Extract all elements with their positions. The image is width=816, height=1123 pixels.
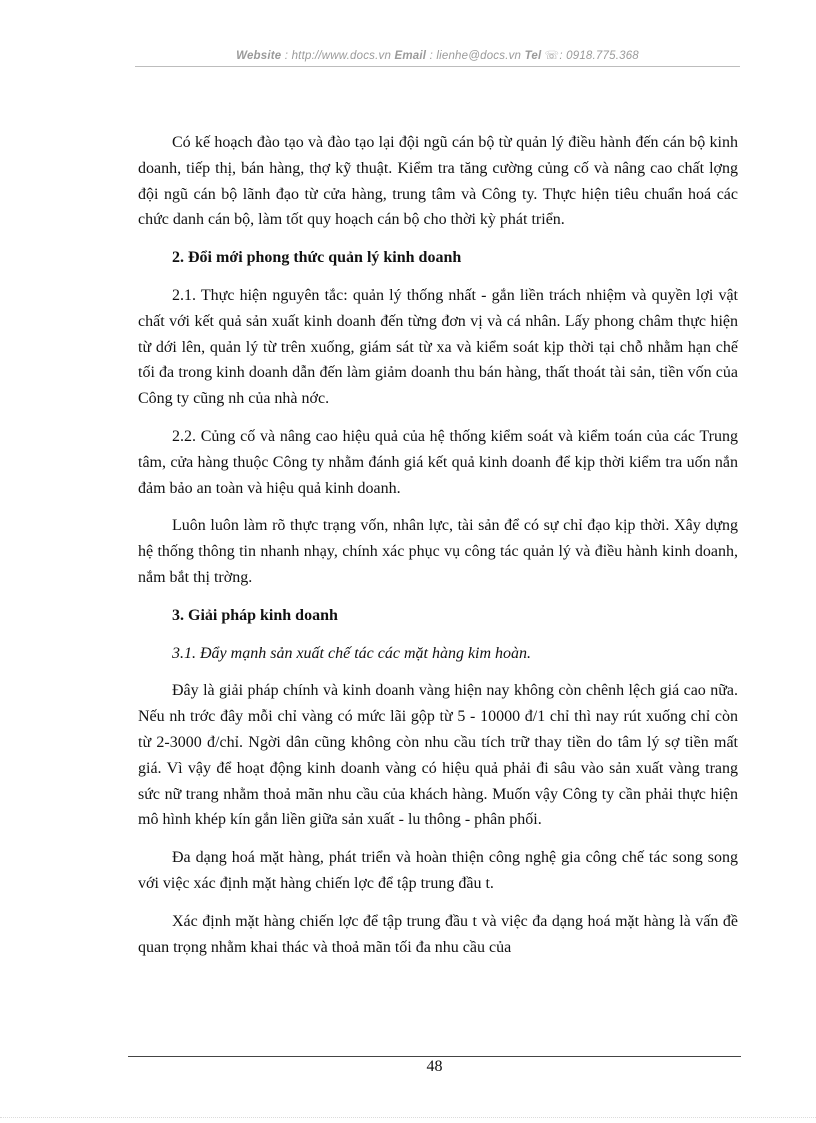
heading-section-3: 3. Giải pháp kinh doanh	[172, 606, 338, 624]
phone-icon: ☏	[544, 50, 560, 62]
page-bottom-border	[0, 1117, 816, 1118]
paragraph-diversify: Đa dạng hoá mặt hàng, phát triển và hoàn thiện công nghệ gia công chế tác song song với việc xác định mặt hàng chiến lợc để tập trung đầu t.	[138, 849, 738, 892]
document-body	[138, 130, 738, 972]
tel-value: : 0918.775.368	[559, 50, 639, 62]
paragraph-2-2: 2.2. Củng cố và nâng cao hiệu quả của hệ thống kiểm soát và kiểm toán của các Trung tâm, cửa hàng thuộc Công ty nhằm đánh giá kết quả kinh doanh để kịp thời kiểm tra uốn nắn đảm bảo an toàn và hiệu quả kinh doanh.	[138, 427, 738, 497]
paragraph-gold-solution: Đây là giải pháp chính và kinh doanh vàng hiện nay không còn chênh lệch giá cao nữa. Nếu nh trớc đây mỗi chỉ vàng có mức lãi gộp từ 5 - 10000 đ/1 chỉ thì nay rút xuống chỉ còn từ 2-3000 đ/chỉ. Ngời dân cũng không còn nhu cầu tích trữ thay tiền do tâm lý sợ tiền mất giá. Vì vậy để hoạt động kinh doanh vàng có hiệu quả phải đi sâu vào sản xuất vàng trang sức nữ trang nhằm thoả mãn nhu cầu của khách hàng. Muốn vậy Công ty cần phải thực hiện mô hình khép kín gắn liền giữa sản xuất - lu thông - phân phối.	[138, 682, 738, 829]
paragraph-2-1: 2.1. Thực hiện nguyên tắc: quản lý thống nhất - gắn liền trách nhiệm và quyền lợi vật chất với kết quả sản xuất kinh doanh đến từng đơn vị và cá nhân. Lấy phong châm thực hiện từ dới lên, quản lý từ trên xuống, giám sát từ xa và kiểm soát kịp thời tại chỗ nhằm hạn chế tối đa trong kinh doanh dẫn đến làm giảm doanh thu bán hàng, thất thoát tài sản, tiền vốn của Công ty cũng nh của nhà nớc.	[138, 286, 738, 408]
paragraph-capital-status: Luôn luôn làm rõ thực trạng vốn, nhân lực, tài sản để có sự chỉ đạo kịp thời. Xây dựng hệ thống thông tin nhanh nhạy, chính xác phục vụ công tác quản lý và điều hành kinh doanh, nắm bắt thị trờng.	[138, 517, 738, 586]
tel-label: Tel	[524, 50, 542, 62]
email-label: Email	[394, 50, 427, 62]
website-label: Website	[236, 50, 282, 62]
subheading-3-1: 3.1. Đẩy mạnh sản xuất chế tác các mặt hàng kim hoàn.	[172, 644, 532, 662]
header-divider	[135, 66, 740, 67]
email-value: : lienhe@docs.vn	[429, 50, 522, 62]
footer-divider	[128, 1056, 741, 1057]
heading-section-2: 2. Đổi mới phong thức quản lý kinh doanh	[172, 249, 462, 267]
paragraph-staff-training: Có kế hoạch đào tạo và đào tạo lại đội ngũ cán bộ từ quản lý điều hành đến cán bộ kinh doanh, tiếp thị, bán hàng, thợ kỹ thuật. Kiểm tra tăng cường củng cố và nâng cao chất lợng đội ngũ cán bộ lãnh đạo từ cửa hàng, trung tâm và Công ty. Thực hiện tiêu chuẩn hoá các chức danh cán bộ, làm tốt quy hoạch cán bộ cho thời kỳ phát triển.	[138, 134, 738, 229]
paragraph-strategic-goods: Xác định mặt hàng chiến lợc để tập trung đầu t và việc đa dạng hoá mặt hàng là vấn đề quan trọng nhằm khai thác và thoả mãn tối đa nhu cầu của	[138, 912, 738, 956]
page-number: 48	[426, 1058, 443, 1075]
website-value: : http://www.docs.vn	[284, 50, 392, 62]
page-header	[135, 48, 740, 62]
